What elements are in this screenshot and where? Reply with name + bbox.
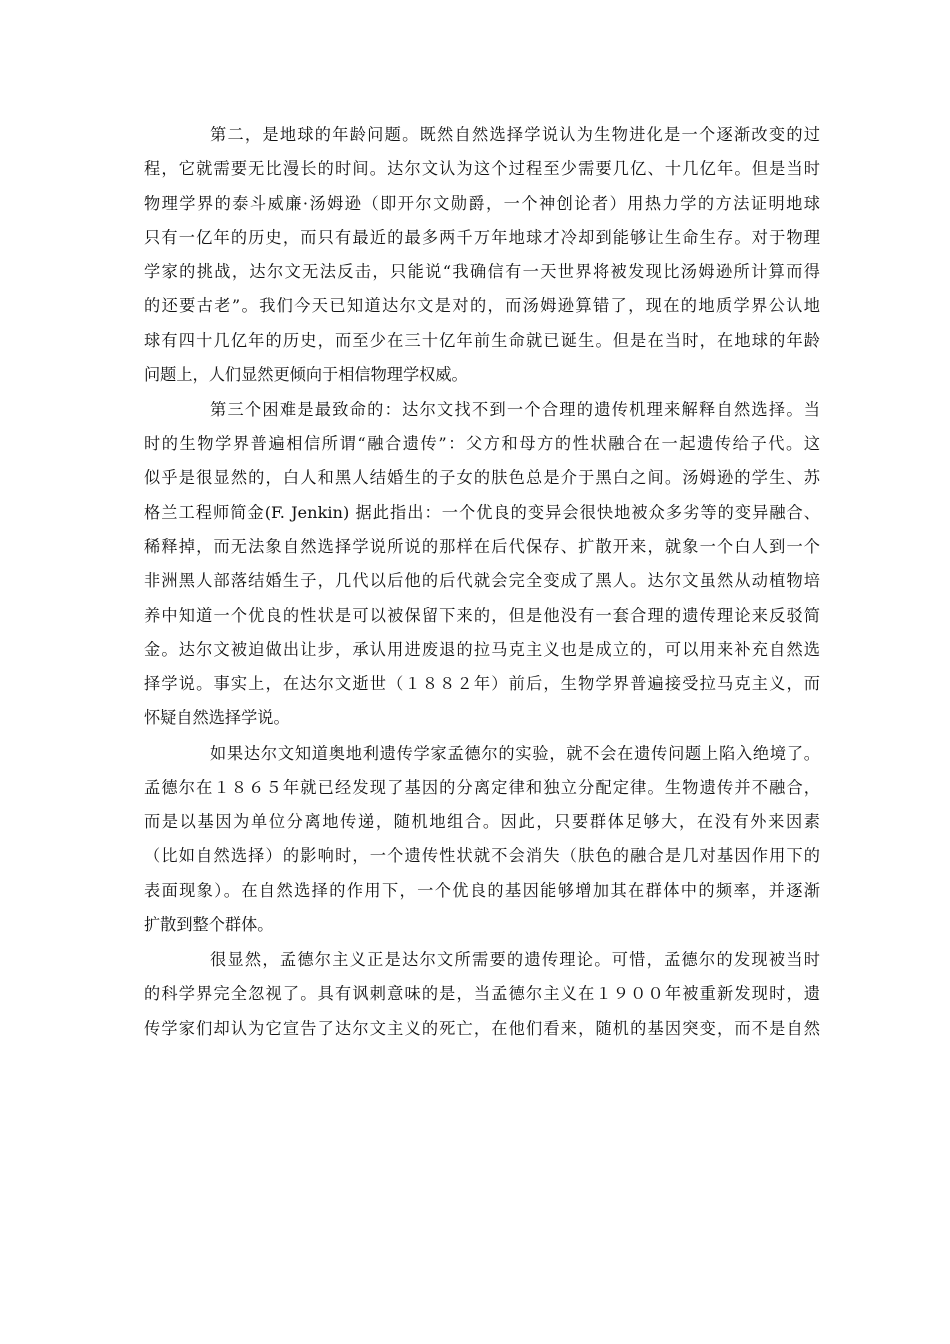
text-line: 非洲黑人部落结婚生子，几代以后他的后代就会完全变成了黑人。达尔文虽然从动植物培 xyxy=(144,571,820,591)
text-line: 金。达尔文被迫做出让步，承认用进废退的拉马克主义也是成立的，可以用来补充自然选 xyxy=(144,639,820,659)
text-line: 格兰工程师简金(F. Jenkin) 据此指出：一个优良的变异会很快地被众多劣等的变异融合、 xyxy=(144,502,820,522)
paragraph-first-line: 如果达尔文知道奥地利遗传学家孟德尔的实验，就不会在遗传问题上陷入绝境了。 xyxy=(210,743,820,763)
text-line: 程，它就需要无比漫长的时间。达尔文认为这个过程至少需要几亿、十几亿年。但是当时 xyxy=(144,159,820,179)
text-line: 扩散到整个群体。 xyxy=(144,915,274,935)
text-line: 孟德尔在１８６５年就已经发现了基因的分离定律和独立分配定律。生物遗传并不融合， xyxy=(144,777,820,797)
text-line: 物理学界的泰斗威廉·汤姆逊（即开尔文勋爵，一个神创论者）用热力学的方法证明地球 xyxy=(144,193,820,213)
text-line: 似乎是很显然的，白人和黑人结婚生的子女的肤色总是介于黑白之间。汤姆逊的学生、苏 xyxy=(144,468,820,488)
text-line: 问题上，人们显然更倾向于相信物理学权威。 xyxy=(144,365,468,385)
text-line: 的科学界完全忽视了。具有讽刺意味的是，当孟德尔主义在１９００年被重新发现时，遗 xyxy=(144,984,820,1004)
text-line: 表面现象）。在自然选择的作用下，一个优良的基因能够增加其在群体中的频率，并逐渐 xyxy=(144,880,820,900)
text-line: 怀疑自然选择学说。 xyxy=(144,708,290,728)
text-line: 只有一亿年的历史，而只有最近的最多两千万年地球才冷却到能够让生命生存。对于物理 xyxy=(144,227,820,247)
text-line: 学家的挑战，达尔文无法反击，只能说“我确信有一天世界将被发现比汤姆逊所计算而得 xyxy=(144,262,820,282)
paragraph-first-line: 很显然，孟德尔主义正是达尔文所需要的遗传理论。可惜，孟德尔的发现被当时 xyxy=(210,950,820,970)
text-line: 的还要古老”。我们今天已知道达尔文是对的，而汤姆逊算错了，现在的地质学界公认地 xyxy=(144,296,820,316)
text-line: 稀释掉，而无法象自然选择学说所说的那样在后代保存、扩散开来，就象一个白人到一个 xyxy=(144,536,820,556)
text-line: 养中知道一个优良的性状是可以被保留下来的，但是他没有一套合理的遗传理论来反驳简 xyxy=(144,605,820,625)
text-line: 球有四十几亿年的历史，而至少在三十亿年前生命就已诞生。但是在当时，在地球的年龄 xyxy=(144,330,820,350)
document-body xyxy=(144,118,820,1046)
text-line: 传学家们却认为它宣告了达尔文主义的死亡，在他们看来，随机的基因突变，而不是自然 xyxy=(144,1018,820,1038)
text-line: 择学说。事实上，在达尔文逝世（１８８２年）前后，生物学界普遍接受拉马克主义，而 xyxy=(144,674,820,694)
text-line: 而是以基因为单位分离地传递，随机地组合。因此，只要群体足够大，在没有外来因素 xyxy=(144,812,820,832)
text-line: 时的生物学界普遍相信所谓“融合遗传”：父方和母方的性状融合在一起遗传给子代。这 xyxy=(144,434,820,454)
paragraph-first-line: 第三个困难是最致命的：达尔文找不到一个合理的遗传机理来解释自然选择。当 xyxy=(210,399,820,419)
text-line: （比如自然选择）的影响时，一个遗传性状就不会消失（肤色的融合是几对基因作用下的 xyxy=(144,846,820,866)
paragraph-first-line: 第二，是地球的年龄问题。既然自然选择学说认为生物进化是一个逐渐改变的过 xyxy=(210,125,820,144)
